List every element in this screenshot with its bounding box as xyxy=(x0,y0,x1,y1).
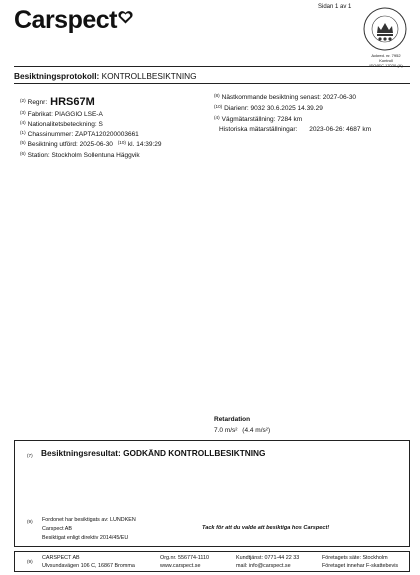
field-fabrikat: $^{(3)}$ Fabrikat: PIAGGIO LSE-A xyxy=(20,110,103,118)
footer-tax: Företaget innehar F-skattebevis xyxy=(322,563,399,569)
field-chassis: $^{(1)}$ Chassinummer: ZAPTA120200003661 xyxy=(20,130,139,138)
page-number: Sidan 1 av 1 xyxy=(318,4,352,10)
footer-company: CARSPECT AB xyxy=(42,555,80,561)
inspected-by: Fordonet har besiktigats av: LUNDKEN xyxy=(42,517,136,523)
crown-icon xyxy=(362,6,408,52)
divider xyxy=(14,66,410,67)
footer-num: (9) xyxy=(27,559,33,564)
inspection-result: Besiktningsresultat: GODKÄND KONTROLLBESIKTNING xyxy=(41,448,266,458)
field-odometer-history: Historiska mätarställningar: 2023-06-26: 4687 km xyxy=(219,126,371,133)
result-num: (7) xyxy=(27,453,33,458)
field-nationality: $^{(4)}$ Nationalitetsbeteckning: S xyxy=(20,120,103,128)
field-station: $^{(6)}$ Station: Stockholm Sollentuna Häggvik xyxy=(20,151,140,159)
approval-num: (9) xyxy=(27,519,33,524)
footer-seat: Företagets säte: Stockholm xyxy=(322,555,388,561)
footer-orgnr: Org.nr. 556774-1110 xyxy=(160,555,209,561)
field-odometer: $^{(4)}$ Vägmätarställning: 7284 km xyxy=(214,115,303,123)
swedac-seal xyxy=(358,6,414,68)
retardation-label: Retardation xyxy=(214,416,251,423)
footer-mail: mail: info@carspect.se xyxy=(236,563,291,569)
heart-icon xyxy=(118,2,133,31)
inspector-company: Carspect AB xyxy=(42,526,72,532)
divider xyxy=(14,83,410,84)
footer-phone: Kundtjänst: 0771-44 22 33 xyxy=(236,555,300,561)
directive: Besiktigat enligt direktiv 2014/45/EU xyxy=(42,535,129,541)
seal-caption: Ackred. nr. 7952 Kontroll xyxy=(371,53,401,63)
field-diarienr: $^{(10)}$ Diarienr: 9032 30.6.2025 14.39.29 xyxy=(214,104,323,112)
retardation-value: 7.0 m/s² (4.4 m/s²) xyxy=(214,427,271,434)
field-next-inspection: $^{(8)}$ Nästkommande besiktning senast: 2027-06-30 xyxy=(214,93,357,101)
carspect-logo: Carspect xyxy=(14,6,133,35)
footer-address: Ulvsundavägen 106 C, 16867 Bromma xyxy=(42,563,135,569)
field-inspection-date: $^{(5)}$ Besiktning utförd: 2025-06-30 $^{(10)}$ kl. 14:39:29 xyxy=(20,140,162,148)
field-regnr: $^{(2)}$ Regnr: HRS67M xyxy=(20,96,95,108)
footer-web: www.carspect.se xyxy=(160,563,201,569)
thanks-message: Tack för att du valde att besiktiga hos Carspect! xyxy=(202,525,330,531)
protocol-title: Besiktningsprotokoll: KONTROLLBESIKTNING xyxy=(14,71,197,81)
